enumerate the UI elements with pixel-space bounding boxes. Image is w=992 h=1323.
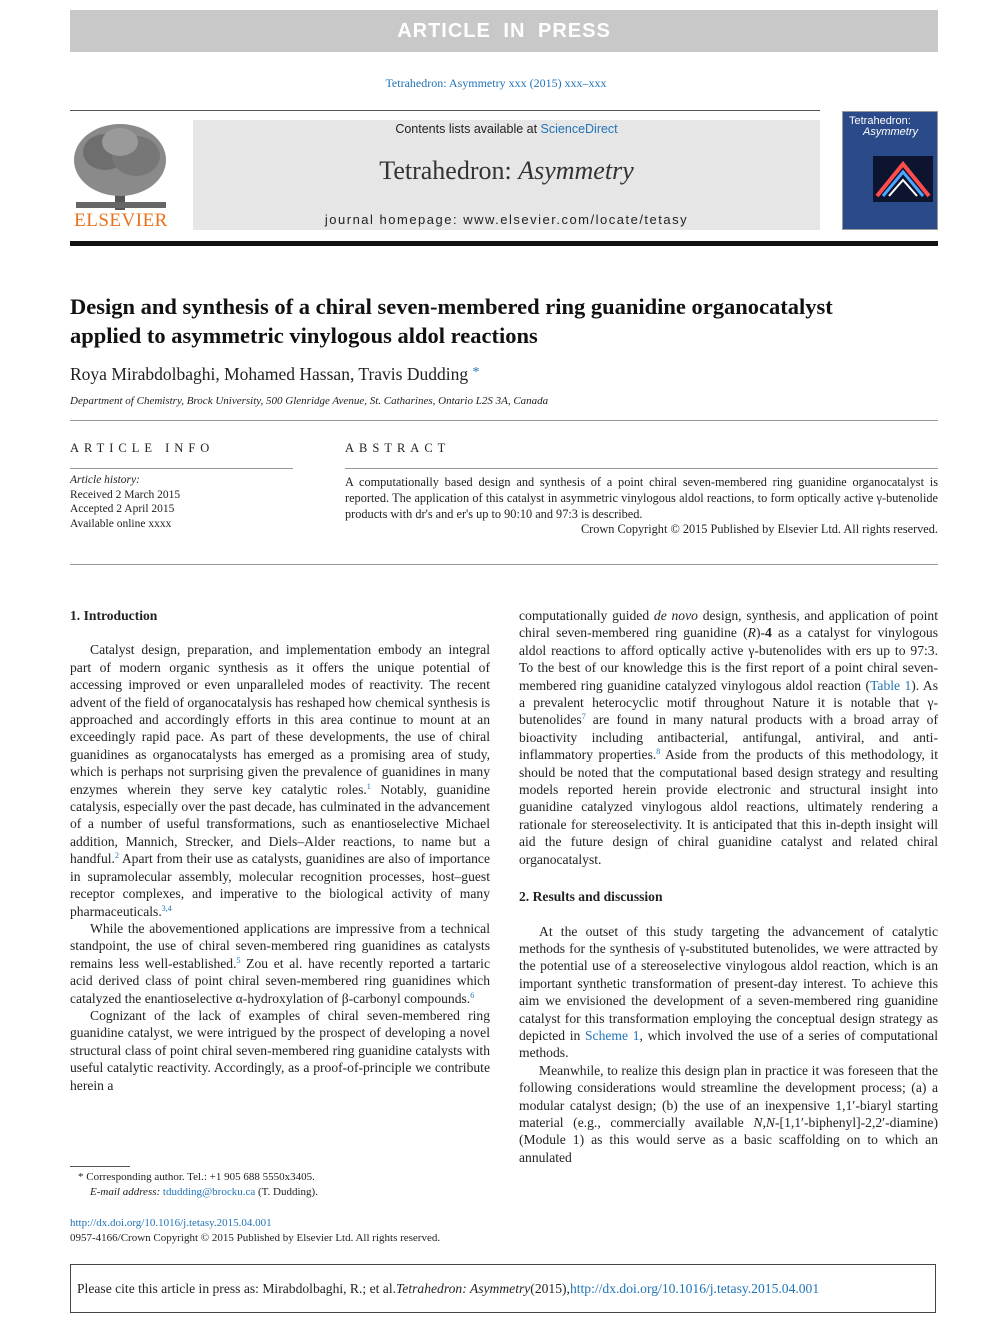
body-rule bbox=[70, 564, 938, 565]
body-column-left bbox=[70, 607, 490, 1094]
r1-text-d: as a catalyst for vinylogous aldol reactions to afford optically active γ-butenolides with ers up to 97:3. To the best of our knowledge this is the first report of a point chiral seven-membered ring guanidine catalyzed vinylogous aldol reaction ( bbox=[519, 625, 939, 693]
citation-doi-link[interactable]: http://dx.doi.org/10.1016/j.tetasy.2015.04.001 bbox=[569, 1280, 820, 1296]
email-link[interactable]: tdudding@brocku.ca bbox=[162, 1186, 256, 1198]
issn-line: 0957-4166/Crown Copyright © 2015 Published by Elsevier Ltd. All rights reserved. bbox=[70, 1231, 441, 1244]
author-list bbox=[70, 364, 479, 385]
homepage-prefix: journal homepage: bbox=[324, 212, 464, 227]
journal-citation-link[interactable] bbox=[0, 76, 992, 91]
article-info-heading: ARTICLE INFO bbox=[70, 441, 215, 455]
footnote-rule bbox=[70, 1166, 130, 1167]
body-column-right bbox=[519, 607, 938, 1166]
introduction-heading: 1. Introduction bbox=[70, 608, 158, 623]
footnote-mark: * bbox=[78, 1171, 84, 1183]
doi-block bbox=[70, 1216, 500, 1245]
p2-text-b: Zou et al. have recently reported a tartaric acid derived class of point chiral seven-membered ring guanidines which catalyzed the enantioselective α-hydroxylation of β-carbonyl compounds. bbox=[70, 955, 490, 1006]
authors-text: Roya Mirabdolbaghi, Mohamed Hassan, Travis Dudding bbox=[70, 364, 469, 384]
cover-title-line-1: Tetrahedron: bbox=[849, 115, 911, 127]
r3-text-a: Meanwhile, to realize this design plan in practice it was foreseen that the following considerations would streamline the development process; (a) a modular catalyst design; (b) the use of an inexpensive 1,1′-biaryl starting material (e.g., commercially available bbox=[519, 1062, 938, 1130]
r1-text-f: are found in many natural products with a broad array of bioactivity including antibacterial, antifungal, antiviral, and anti-inflammatory properties. bbox=[519, 712, 938, 763]
r1-text-g: Aside from the products of this methodology, it should be noted that the computational based design strategy and resulting models reported herein provide electronic and structural insight into guanidine catalyzed vinylogous aldol reactions, ultimately rendering a rationale for stereoselectivity. It is anticipated that this in-depth insight will aid the future design of chiral guanidine catalyst and related chiral organocatalyst. bbox=[519, 747, 938, 867]
journal-cite-text[interactable]: Tetrahedron: Asymmetry xxx (2015) xxx–xxx bbox=[385, 76, 607, 90]
citation-prefix: Please cite this article in press as: Mirabdolbaghi, R.; et al. bbox=[77, 1280, 396, 1296]
table-1-link[interactable]: Table 1 bbox=[870, 677, 912, 693]
journal-name-regular: Tetrahedron: bbox=[379, 156, 519, 185]
r1-text-e: ). As a prevalent heterocyclic motif throughout Nature it is notable that γ-butenolides bbox=[519, 677, 938, 728]
ref-5[interactable]: 5 bbox=[236, 955, 241, 965]
corresponding-author-mark[interactable]: * bbox=[472, 365, 480, 380]
r2-text-b: , which involved the use of a series of computational methods. bbox=[519, 1027, 938, 1061]
doi-link[interactable]: http://dx.doi.org/10.1016/j.tetasy.2015.04.001 bbox=[70, 1217, 272, 1229]
r1-text-a: computationally guided bbox=[519, 608, 654, 623]
journal-name-italic: Asymmetry bbox=[518, 156, 634, 185]
cover-title-line-2: Asymmetry bbox=[863, 126, 918, 138]
email-suffix: (T. Dudding). bbox=[255, 1186, 318, 1198]
results-paragraph-2 bbox=[519, 1062, 938, 1166]
r3-NN: N,N bbox=[753, 1114, 776, 1130]
ref-6[interactable]: 6 bbox=[470, 990, 475, 1000]
r2-text-a: At the outset of this study targeting the advancement of catalytic methods for the synthesis of γ-substituted butenolides, we were attracted by the potential use of a stereoselective vinylogous aldol reaction, which is an important synthetic transformation of present-day interest. To achieve this aim we envisioned the development of a seven-membered ring guanidine catalyst for this transformation employing the conceptual design strategy as depicted in bbox=[519, 923, 938, 1043]
article-history bbox=[70, 473, 300, 531]
affiliation: Department of Chemistry, Brock University, 500 Glenridge Avenue, St. Catharines, Ontario L2S 3A, Canada bbox=[70, 395, 549, 407]
article-info-rule bbox=[70, 468, 293, 469]
journal-cover-image bbox=[842, 111, 938, 230]
citation-box bbox=[70, 1264, 936, 1313]
footnote-corresponding: Corresponding author. Tel.: +1 905 688 5550x3405. bbox=[83, 1171, 315, 1183]
abstract-text: A computationally based design and synthesis of a point chiral seven-membered ring guanidine organocatalyst is reported. The application of this catalyst in asymmetric vinylogous aldol reactions, to form optically active γ-butenolide products with dr's and er's up to 90:10 and 97:3 is described. bbox=[345, 475, 938, 521]
abstract-copyright: Crown Copyright © 2015 Published by Elsevier Ltd. All rights reserved. bbox=[580, 522, 938, 536]
history-label: Article history: bbox=[70, 474, 140, 486]
results-heading: 2. Results and discussion bbox=[519, 889, 663, 905]
cover-title bbox=[849, 116, 918, 138]
r1-R: R bbox=[747, 625, 756, 641]
accepted-date: Accepted 2 April 2015 bbox=[70, 503, 175, 515]
right-paragraph-1 bbox=[519, 607, 938, 868]
article-title: Design and synthesis of a chiral seven-membered ring guanidine organocatalyst applied to asymmetric vinylogous aldol reactions bbox=[70, 294, 833, 348]
received-date: Received 2 March 2015 bbox=[70, 488, 181, 501]
footnote bbox=[70, 1170, 490, 1200]
abstract-heading: ABSTRACT bbox=[345, 441, 451, 455]
intro-paragraph-3: Cognizant of the lack of examples of chiral seven-membered ring guanidine catalyst, we were intrigued by the prospect of developing a novel structural class of point chiral seven-membered ring guanidine catalysts with useful catalytic reactivity. Accordingly, as a proof-of-principle we contribute herein a bbox=[70, 1007, 490, 1093]
scheme-1-link[interactable]: Scheme 1 bbox=[585, 1027, 640, 1043]
elsevier-logo bbox=[70, 120, 172, 232]
contents-prefix: Contents lists available at bbox=[395, 122, 541, 136]
r3-text-b: -[1,1′-biphenyl]-2,2′-diamine) (Module 1) as this would serve as a basic scaffolding on to which an annulated bbox=[519, 1114, 938, 1165]
article-in-press-banner: ARTICLE IN PRESS bbox=[70, 10, 938, 52]
ref-3-4[interactable]: 3,4 bbox=[161, 903, 172, 913]
ref-8[interactable]: 8 bbox=[656, 747, 661, 757]
p1-text-c: Apart from their use as catalysts, guanidines are also of importance in supramolecular assembly, molecular recognition processes, host–guest receptor complexes, and imperative to the biological activity of many pharmaceuticals. bbox=[70, 851, 490, 919]
header-rule bbox=[70, 110, 820, 111]
elsevier-wordmark: ELSEVIER bbox=[74, 210, 168, 231]
p1-text-b: Notably, guanidine catalysis, especially over the past decade, has culminated in the advancement of a number of useful transformations, such as enantioselective Michael addition, Mannich, Strecker, and Diels–Alder reactions, to name but a handful. bbox=[70, 781, 490, 867]
header-thick-rule bbox=[70, 241, 938, 246]
ref-1[interactable]: 1 bbox=[366, 781, 371, 791]
citation-year: (2015), bbox=[530, 1280, 570, 1296]
affiliation-rule bbox=[70, 420, 938, 421]
r1-text-b: design, synthesis, and application of point chiral seven-membered ring guanidine ( bbox=[519, 608, 938, 641]
contents-line bbox=[193, 122, 820, 136]
r1-de-novo: de novo bbox=[653, 608, 698, 623]
citation-journal: Tetrahedron: Asymmetry bbox=[396, 1280, 531, 1296]
ref-2[interactable]: 2 bbox=[114, 851, 119, 861]
sciencedirect-link[interactable]: ScienceDirect bbox=[540, 122, 618, 136]
compound-4: 4 bbox=[765, 625, 772, 641]
cover-graphic-icon bbox=[873, 156, 933, 202]
r1-text-c: )- bbox=[755, 625, 766, 641]
abstract-rule bbox=[345, 468, 938, 469]
journal-homepage bbox=[193, 212, 820, 227]
journal-name bbox=[193, 156, 820, 186]
results-paragraph-1 bbox=[519, 923, 938, 1062]
p2-text-a: While the abovementioned applications are impressive from a technical standpoint, the use of chiral seven-membered ring guanidines as catalysts remains less well-established. bbox=[70, 920, 490, 971]
ref-7[interactable]: 7 bbox=[581, 712, 586, 722]
intro-paragraph-2 bbox=[70, 920, 490, 1007]
online-date: Available online xxxx bbox=[70, 517, 172, 530]
email-label: E-mail address: bbox=[90, 1186, 163, 1198]
homepage-url[interactable]: www.elsevier.com/locate/tetasy bbox=[463, 212, 689, 227]
p1-text-a: Catalyst design, preparation, and implementation embody an integral part of modern organic synthesis as it offers the unique potential of accessing improved or even unparalleled modes of reactivity. The recent advent of the field of organocatalysis has reshaped how chemical synthesis is approached and accordingly efforts in this area continue to mount at an exceedingly rapid pace. As part of these developments, the use of chiral guanidines as organocatalysts has emerged as a promising area of study, which is perhaps not surprising given the prevalence of guanidines in many enzymes wherein they serve key catalytic roles. bbox=[70, 642, 490, 797]
intro-paragraph-1 bbox=[70, 641, 490, 920]
